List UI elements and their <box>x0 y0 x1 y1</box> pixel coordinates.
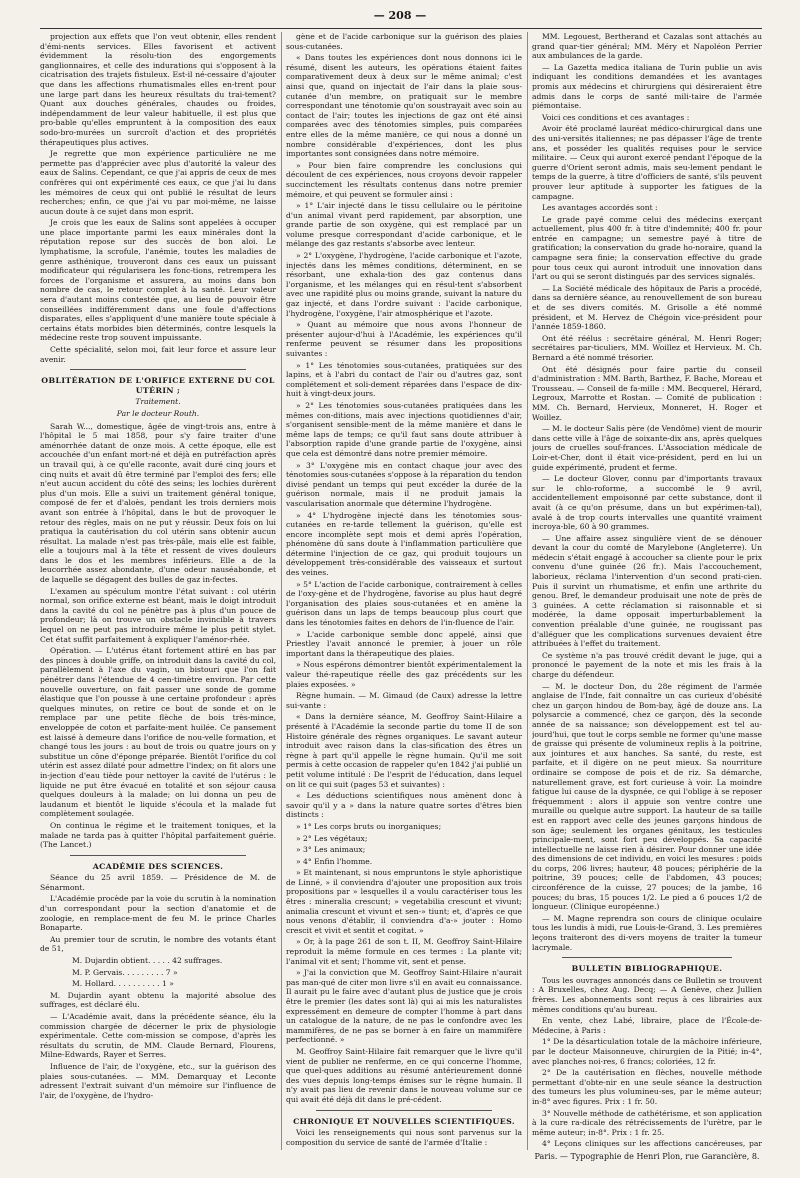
article-byline: Par le docteur Routh. <box>116 408 200 418</box>
paragraph: Au premier tour de scrutin, le nombre des votants étant de 51, <box>40 934 276 954</box>
paragraph: — M. Magne reprendra son cours de clinique oculaire tous les lundis à midi, rue Louis-le-Grand, 3. Les premières leçons traiteront des di-vers moyens de traiter la tumeur lacrymale. <box>532 913 762 952</box>
paragraph: Opération. — L'utérus étant fortement attiré en bas par des pinces à double griffe, on introduit dans la cavité du col, parallèlement à l'axe du vagin, un bistouri que l'on fait pénétrer dans l'étendue de 4 cen-timètre environ. Par cette nouvelle ouverture, on fait passer une sonde de gomme élastique que l'on pousse à une certaine profondeur : après quelques minutes, on retire ce bout de sonde et on le remplace par une petite flèche de bois très-mince, enveloppée de coton et parfaite-ment huilée. Ce pansement est laissé à demeure dans l'orifice de nou-velle formation, et changé tous les jours : au bout de trois ou quatre jours on y substitue un cône d'éponge préparée. Bientôt l'orifice du col utérin est assez dilaté pour admettre l'index; on fit alors une in-jection d'eau tiède pour nettoyer la cavité de l'utérus : le liquide ne put être évacué en totalité et son séjour causa quelques douleurs à la malade; on lui donna un peu de laudanum et bientôt le liquide s'écoula et la malade fut complètement soulagée. <box>40 646 276 819</box>
page-number: — 208 — <box>373 9 427 22</box>
paragraph: Ont été réélus : secrétaire général, M. Henri Roger; secrétaires par-ticuliers, MM. Woillez et Hervieux. M. Ch. Bernard a été nommé trésorier. <box>532 333 762 362</box>
paragraph: Voici les renseignements qui nous sont parvenus sur la composition du service de santé de l'armée d'Italie : <box>286 1128 522 1147</box>
paragraph: — La Société médicale des hôpitaux de Paris a procédé, dans sa dernière séance, au renouvellement de son bureau et de ses divers comités. M. Grisolle a été nommé président, et M. Hervez de Chégoin vice-président pour l'année 1859-1860. <box>532 283 762 332</box>
column-1 <box>40 32 276 1150</box>
section-divider <box>562 957 732 958</box>
paragraph: » 4° Enfin l'homme. <box>296 856 373 866</box>
paragraph: Je regrette que mon expérience particulière ne me permette pas d'apprécier avec plus d'autorité la valeur des eaux de Salins. Cependant, ce que j'ai appris de ceux de mes confrères qui ont expérimenté ces eaux, ce que j'ai lu dans les mémoires de ceux qui ont publié le résultat de leurs recherches; enfin, ce que j'ai vu par moi-même, ne laisse aucun doute à ce sujet dans mon esprit. <box>40 149 276 216</box>
header-rule <box>40 28 762 29</box>
paragraph: » L'acide carbonique semble donc appelé, ainsi que Priestley l'avait annoncé le premier, à jouer un rôle important dans la thérapeutique des plaies. <box>286 629 522 658</box>
vote-line: M. P. Gervais. . . . . . . . . 7 » <box>72 967 178 977</box>
column-divider <box>527 32 528 1150</box>
paragraph: Influence de l'air, de l'oxygène, etc., sur la guérison des plaies sous-cutanées. — MM. Demarquay et Leconte adressent l'extrait suivant d'un mémoire sur l'influence de l'air, de l'oxygène, de l'hydro- <box>40 1061 276 1100</box>
paragraph: 1° De la désarticulation totale de la mâchoire inférieure, par le docteur Maisonneuve, chirurgien de la Pitié; in-4°, avec planches noi-res, 6 francs; coloriées, 12 fr. <box>532 1037 762 1066</box>
column-divider <box>281 32 282 1150</box>
paragraph: — Le docteur Glover, connu par d'importants travaux sur le chlo-roforme, a succombé le 9 avril, accidentellement empoisonné par cette substance, dont il avait (à ce qu'on présume, dans un but expérimen-tal), avalé à de trop courts intervalles une quantité vraiment incroya-ble, 60 à 90 grammes. <box>532 474 762 532</box>
paragraph: » 1° L'air injecté dans le tissu cellulaire ou le péritoine d'un animal vivant perd rapidement, par absorption, une grande partie de son oxygène, qui est remplacé par un volume presque correspondant d'acide carbonique, et le mélange des gaz restants s'absorbe avec lenteur. <box>286 201 522 249</box>
paragraph: » Or, à la page 261 de son t. II, M. Geoffroy Saint-Hilaire reproduit la même formule en ces termes : La plante vit; l'animal vit et sent; l'homme vit, sent et pense. <box>286 937 522 966</box>
paragraph: Avoir été proclamé lauréat médico-chirurgical dans une des uni-versités italiennes; ne pas dépasser l'âge de trente ans, et posséder les qualités requises pour le service militaire. — Ceux qui auront exercé pendant l'époque de la guerre d'Orient seront admis, mais seu-lement pendant le temps de la guerre, à titre d'officiers de santé, s'ils peuvent prouver leur aptitude à supporter les fatigues de la campagne. <box>532 124 762 201</box>
paragraph: Sarah W..., domestique, âgée de vingt-trois ans, entre à l'hôpital le 5 mai 1858, pour s'y faire traiter d'une aménorrhée datant de onze mois. A cette époque, elle est accouchée d'un enfant mort-né et déjà en putréfaction après un travail qui, à ce qu'elle raconte, avait duré cinq jours et cinq nuits et avait dû être terminé par l'emploi des fers; elle n'eut aucun accident du côté des seins; les lochies durèrent plus d'un mois. Elle a suivi un traitement général tonique, composé de fer et d'aloès, pendant les trois derniers mois avant son entrée à l'hôpital, dans le but de provoquer le retour des règles, mais on ne put y réussir. Deux fois on lui pratiqua la cautérisation du col utérin sans obtenir aucun résultat. La malade n'est pas très-pâle, mais elle est faible, elle a toujours mal à la tête et ressent de vives douleurs dans le dos et les membres inférieurs. Elle a de la leucorrhée assez abondante, d'une odeur nauséabonde, et de laquelle se dégagent des bulles de gaz in-fectes. <box>40 421 276 585</box>
section-heading: CHRONIQUE ET NOUVELLES SCIENTIFIQUES. <box>293 1116 515 1126</box>
paragraph: M. Geoffroy Saint-Hilaire fait remarquer que le livre qu'il vient de publier ne renferme, en ce qui concerne l'homme, que quel-ques additions au résumé antérieurement donné des vues depuis long-temps émises sur le règne humain. Il n'y avait pas lieu de revenir dans le nouveau volume sur ce qui avait été déjà dit dans le pré-cédent. <box>286 1046 522 1104</box>
paragraph: » 3° Les animaux; <box>296 845 366 855</box>
paragraph: L'examen au spéculum montre l'état suivant : col utérin normal, son orifice externe est béant, mais le doigt introduit dans la cavité du col ne pénètre pas à plus d'un pouce de profondeur; là on trouve un obstacle invincible à travers lequel on ne peut pas introduire même le plus petit stylet. Cet état suffit parfaitement à expliquer l'aménor-rhée. <box>40 586 276 644</box>
paragraph: » Nous espérons démontrer bientôt expérimentalement la valeur thé-rapeutique réelle des gaz précédents sur les plaies exposées. » <box>286 660 522 689</box>
section-heading: ACADÉMIE DES SCIENCES. <box>92 861 224 871</box>
paragraph: » 2° Les ténotomies sous-cutanées pratiquées dans les mêmes con-ditions, mais avec injections quotidiennes d'air, s'organisent sensible-ment de la même manière et dans le même laps de temps; ce qu'il faut sans doute attribuer à l'absorption rapide d'une grande partie de l'oxygène, ainsi que cela est démontré dans notre premier mémoire. <box>286 400 522 458</box>
paragraph: Voici ces conditions et ces avantages : <box>542 112 690 122</box>
column-2 <box>286 32 522 1150</box>
paragraph: » 1° Les ténotomies sous-cutanées, pratiquées sur des lapins, et à l'abri du contact de l'air ou d'autres gaz, sont complétement et soli-dement réparées dans l'espace de dix-huit à vingt-deux jours. <box>286 360 522 399</box>
paragraph: » J'ai la conviction que M. Geoffroy Saint-Hilaire n'aurait pas man-qué de citer mon livre s'il en avait eu connaissance. Il aurait pu le faire avec d'autant plus de justice que je crois être le premier (les dates sont là) qui ai mis les naturalistes expressément en demeure de compter l'homme à part dans un catalogue de la nature, de ne pas le confondre avec les mammifères, de ne pas se borner à en faire un mammifère perfectionné. » <box>286 968 522 1045</box>
column-3 <box>532 32 762 1150</box>
paragraph: » Pour bien faire comprendre les conclusions qui découlent de ces expériences, nous croyons devoir rappeler succinctement les résultats contenus dans notre premier mémoire, et qui peuvent se formuler ainsi : <box>286 160 522 199</box>
paragraph: » Quant au mémoire que nous avons l'honneur de présenter aujour-d'hui à l'Académie, les expériences qu'il renferme peuvent se résumer dans les propositions suivantes : <box>286 320 522 358</box>
page-header <box>40 6 760 26</box>
paragraph: » 2° Les végétaux; <box>296 833 368 843</box>
paragraph: Séance du 25 avril 1859. — Présidence de M. de Sénarmont. <box>40 873 276 892</box>
paragraph: « Dans toutes les expériences dont nous donnons ici le résumé, disent les auteurs, les opérations étaient faites comparativement deux à deux sur le même animal; c'est ainsi que, quand on injectait de l'air dans la plaie sous-cutanée d'un membre, on pratiquait sur le membre correspondant une ténotomie qu'on soustrayait avec soin au contact de l'air; toutes les injections de gaz ont été ainsi comparées avec des ténotomies simples, puis comparées entre elles de la même manière, ce qui nous a donné un nombre considérable d'expériences, dont les plus importantes sont consignées dans notre mémoire. <box>286 53 522 159</box>
paragraph: » Et maintenant, si nous empruntons le style aphoristique de Linné, » il conviendra d'ajouter une proposition aux trois propositions par » lesquelles il a voulu caractériser tous les êtres : mineralia crescunt; » vegetabilia crescunt et vivunt; animalia crescunt et vivunt et sen-» tiunt; et, d'après ce que nous venons d'établir, il conviendra d'a-» jouter : Homo crescit et vivit et sentit et cogitat. » <box>286 868 522 935</box>
printer-footer: Paris. — Typographie de Henri Plon, rue Garancière, 8. <box>534 1152 760 1161</box>
section-divider <box>70 855 246 856</box>
paragraph: — Une affaire assez singulière vient de se dénouer devant la cour du comté de Marylebone (Angleterre). Un médecin s'était engagé à accoucher sa cliente pour le prix convenu d'une guinée (26 fr.). Mais l'accouchement, laborieux, réclama l'intervention d'un second prati-cien. Puis il survint un rhumatisme, et enfin une arthrite du genou. Bref, le demandeur produisait une note de près de 3 guinées. A cette réclamation si raisonnable et si modérée, la dame opposait imperturbablement la convention préalable d'une guinée, ne rougissant pas d'alléguer que les complications survenues devaient être attribuées à l'effet du traitement. <box>532 533 762 649</box>
paragraph: projection aux effets que l'on veut obtenir, elles rendent d'émi-nents services. Elles favorisent et activent évidemment la résolu-tion des engorgements ganglionnaires, et celle des indurations qui s'opposent à la cicatrisation des trajets fistuleux. Est-il né-cessaire d'ajouter que dans les affections rhumatismales elles en-trent pour une large part dans les heureux résultats du trai-tement? Quant aux douches générales, chaudes ou froides, indépendamment de leur valeur habituelle, il est plus que pro-bable qu'elles empruntent à la composition des eaux sodo-bro-murées un surcroît d'action et des propriétés thérapeutiques plus actives. <box>40 32 276 147</box>
paragraph: 3° Nouvelle méthode de cathétérisme, et son application à la cure ra-dicale des rétrécissements de l'urètre, par le même auteur; in-8°. Prix : 1 fr. 25. <box>532 1108 762 1137</box>
paragraph: Cette spécialité, selon moi, fait leur force et assure leur avenir. <box>40 345 276 364</box>
paragraph: » 5° L'action de l'acide carbonique, contrairement à celles de l'oxy-gène et de l'hydrogène, favorise au plus haut degré l'organisation des plaies sous-cutanées et en amène la guérison dans un laps de temps beaucoup plus court que dans les ténotomies faites en dehors de l'in-fluence de l'air. <box>286 579 522 628</box>
paragraph: Ce système n'a pas trouvé crédit devant le juge, qui a prononcé le payement de la note et mis les frais à la charge du défendeur. <box>532 650 762 679</box>
paragraph <box>286 1149 522 1150</box>
section-divider <box>316 1110 492 1111</box>
paragraph: — La Gazetta medica italiana de Turin publie un avis indiquant les conditions demandées et les avantages promis aux médecins et chirurgiens qui désireraient être admis dans le corps de santé mili-taire de l'armée piémontaise. <box>532 62 762 111</box>
section-heading: BULLETIN BIBLIOGRAPHIQUE. <box>571 964 723 974</box>
article-heading: OBLITÉRATION DE L'ORIFICE EXTERNE DU COL UTÉRIN ; <box>41 376 275 395</box>
paragraph: Le grade payé comme celui des médecins exerçant actuellement, plus 400 fr. à titre d'indemnité; 400 fr. pour entrée en campagne; un semestre payé à titre de gratification; la conservation du grade ho-noraire, quand la campagne sera finie; la conservation effective du grade pour tous ceux qui auront introduit une innovation dans l'art ou qui se seront distingués par des services signalés. <box>532 214 762 282</box>
paragraph: « Les déductions scientifiques nous amènent donc à savoir qu'il y a » dans la nature quatre sortes d'êtres bien distincts : <box>286 791 522 820</box>
paragraph: — M. le docteur Salis père (de Vendôme) vient de mourir dans cette ville à l'âge de soixante-dix ans, après quelques jours de cruelles souf-frances. L'Association médicale de Loir-et-Cher, dont il était vice-président, perd en lui un guide expérimenté, prudent et ferme. <box>532 424 762 472</box>
paragraph: gène et de l'acide carbonique sur la guérison des plaies sous-cutanées. <box>286 32 522 51</box>
paragraph: En vente, chez Labé, libraire, place de l'École-de-Médecine, à Paris : <box>532 1016 762 1035</box>
paragraph: Règne humain. — M. Gimaud (de Caux) adresse la lettre sui-vante : <box>286 691 522 710</box>
paragraph: L'Académie procède par la voie du scrutin à la nomination d'un correspondant pour la section d'anatomie et de zoologie, en remplace-ment de feu M. le prince Charles Bonaparte. <box>40 894 276 933</box>
paragraph: On continua le régime et le traitement toniques, et la malade ne tarda pas à quitter l'hôpital parfaitement guérie. (The Lancet.) <box>40 820 276 850</box>
vote-line: M. Hollard. . . . . . . . . . 1 » <box>72 979 174 989</box>
article-subheading: Traitement. <box>135 397 181 407</box>
paragraph: » 2° L'oxygène, l'hydrogène, l'acide carbonique et l'azote, injectés dans les mêmes conditions, déterminent, en se résorbant, une exhala-tion des gaz contenus dans l'organisme, et les mélanges qui en résul-tent s'absorbent avec une rapidité plus ou moins grande, suivant la nature du gaz injecté, et dans l'ordre suivant : l'acide carbonique, l'hydrogène, l'oxygène, l'air atmosphérique et l'azote. <box>286 251 522 318</box>
paragraph: Ont été désignés pour faire partie du conseil d'administration : MM. Barth, Barthez, F. Bache, Moreau et Trousseau. — Conseil de fa-mille : MM. Becquerel, Hérard, Legroux, Marrotte et Rostan. — Comité de publication : MM. Ch. Bernard, Hervieux, Monneret, H. Roger et Woillez. <box>532 364 762 422</box>
paragraph: 4° Leçons cliniques sur les affections cancéreuses, par <box>542 1139 762 1149</box>
paragraph: Les avantages accordés sont : <box>542 203 658 213</box>
paragraph: Tous les ouvrages annoncés dans ce Bulletin se trouvent : A Bruxelles, chez Aug. Decq; — A Genève, chez Jullien frères. Les abonnements sont reçus à ces librairies aux mêmes conditions qu'au bureau. <box>532 975 762 1014</box>
paragraph: » 1° Les corps bruts ou inorganiques; <box>296 821 442 831</box>
paragraph: » 3° L'oxygène mis en contact chaque jour avec des ténotomies sous-cutanées s'oppose à la réparation du tendon divisé pendant un temps qui peut excéder la durée de la guérison normale, mais il ne produit jamais la vascularisation anormale que détermine l'hydrogène. <box>286 460 522 508</box>
paragraph: — L'Académie avait, dans la précédente séance, élu la commission chargée de décerner le prix de physiologie expérimentale. Cette com-mission se compose, d'après les résultats du scrutin, de MM. Claude Bernard, Flourens, Milne-Edwards, Rayer et Serres. <box>40 1012 276 1060</box>
paragraph: 2° De la cautérisation en flèches, nouvelle méthode permettant d'obte-nir en une seule séance la destruction des tumeurs les plus volumineu-ses, par le même auteur; in-8° avec figures. Prix : 1 fr. 50. <box>532 1068 762 1106</box>
paragraph: Je crois que les eaux de Salins sont appelées à occuper une place importante parmi les eaux minérales dont la réputation repose sur des succès de bon aloi. Le lymphatisme, la scrofule, l'anémie, toutes les maladies de genre asthénique, trouveront dans ces eaux un puissant modificateur qui régularisera les fonc-tions, retrempera les forces de l'organisme et assurera, au moins dans bon nombre de cas, le retour complet à la santé. Leur valeur sera d'autant moins contestée que, au lieu de pouvoir être conseillées indifféremment dans une foule d'affections disparates, elles s'appliquent d'une manière toute spéciale à certains états morbides bien déterminés, contre lesquels la médecine reste trop souvent impuissante. <box>40 218 276 343</box>
paragraph: « Dans la dernière séance, M. Geoffroy Saint-Hilaire a présenté à l'Académie la seconde partie du tome II de son Histoire générale des règnes organiques. Le savant auteur introduit avec raison dans la clas-sification des êtres un règne à part qu'il appelle le règne humain. Qu'il me soit permis à cette occasion de rappeler qu'en 1842 j'ai publié un petit volume intitulé : De l'esprit de l'éducation, dans lequel on lit ce qui suit (pages 53 et suivantes) : <box>286 712 522 789</box>
paragraph: » 4° L'hydrogène injecté dans les ténotomies sous-cutanées en re-tarde tellement la guérison, qu'elle est encore incomplète sept mois et demi après l'opération, phénomène dû sans doute à l'inflammation particulière que détermine l'injection de ce gaz, qui produit toujours un développement très-considérable des vaisseaux et surtout des veines. <box>286 510 522 578</box>
section-divider <box>70 369 246 370</box>
paragraph: MM. Legouest, Bertherand et Cazalas sont attachés au grand quar-tier général; MM. Méry et Napoléon Perrier aux ambulances de la garde. <box>532 32 762 61</box>
vote-line: M. Dujardin obtient. . . . . 42 suffrages. <box>72 956 223 966</box>
paragraph: — M. le docteur Don, du 28e régiment de l'armée anglaise de l'Inde, fait connaître un cas curieux d'obésité chez un garçon hindou de Bom-bay, âgé de douze ans. La polysarcie a commencé, chez ce garçon, dès la seconde année de sa naissance; son développement est tel au-jourd'hui, que tout le corps semble ne former qu'une masse de graisse qui présente de volumineux replis à la poitrine, aux jointures et aux hanches. Sa santé, du reste, est parfaite, et il digère on ne peut mieux. Sa nourriture ordinaire se compose de pois et de riz. Sa démarche, naturellement grave, est fort curieuse à voir. La moindre fatigue lui cause de la dyspnée, ce qui l'oblige à se reposer fréquemment : alors il appuie son ventre contre une muraille ou quelque autre support. La hauteur de sa taille est en rapport avec celle des jeunes garçons hindous de son âge; seulement les organes génitaux, les testicules principale-ment, sont fort peu développés. Sa capacité intellectuelle ne laisse rien à désirer. Pour donner une idée des dimensions de cet individu, en voici les mesures : poids du corps, 206 livres; hauteur, 48 pouces; périphérie de la poitrine, 39 pouces; celle de l'abdomen, 43 pouces; circonférence de la cuisse, 27 pouces; de la jambe, 16 pouces; du bras, 15 pouces 1/2. Le pied a 6 pouces 1/2 de longueur. (Clinique européenne.) <box>532 681 762 912</box>
paragraph: M. Dujardin ayant obtenu la majorité absolue des suffrages, est déclaré élu. <box>40 990 276 1010</box>
